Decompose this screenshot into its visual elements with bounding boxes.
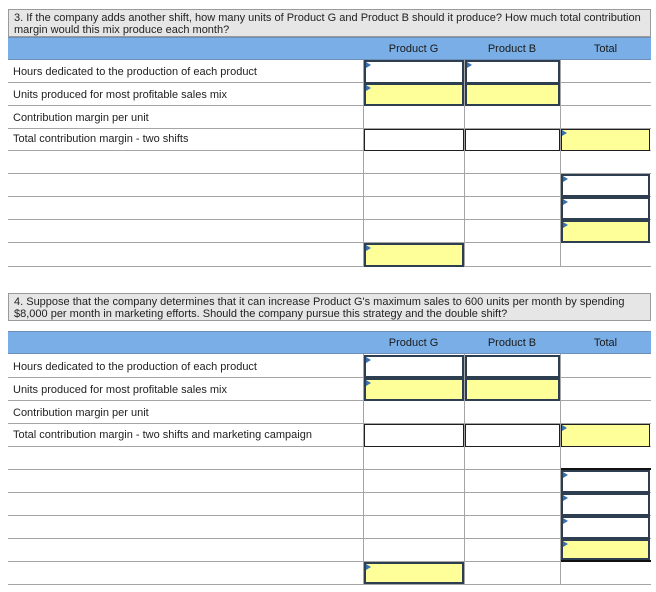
table-row	[8, 151, 651, 174]
input-marker-icon	[562, 130, 567, 136]
answer-input-4[interactable]	[364, 243, 464, 267]
table-row	[8, 401, 651, 424]
answer-input-2[interactable]	[561, 197, 650, 220]
row-label-units: Units produced for most profitable sales mix	[13, 89, 227, 101]
total-cm-product-g-cell	[364, 129, 464, 151]
table-row	[8, 174, 651, 197]
input-marker-icon	[366, 357, 371, 363]
input-marker-icon	[563, 472, 568, 478]
input-marker-icon	[366, 564, 371, 570]
units-product-g-input[interactable]	[364, 83, 464, 106]
question-4-text: 4. Suppose that the company determines that it can increase Product G's maximum sales to 600 units per month by spending $8,000 per month in marketing efforts. Should the company pursue this strategy and the double shift?	[8, 293, 651, 321]
answer-input-2[interactable]	[561, 493, 650, 516]
total-cm-total-input[interactable]	[561, 129, 650, 151]
row-label-hours: Hours dedicated to the production of each product	[13, 361, 257, 373]
table-3	[8, 37, 651, 267]
table-4	[8, 331, 651, 585]
hours-product-b-input[interactable]	[465, 355, 560, 378]
table-row	[8, 516, 651, 539]
units-product-b-input[interactable]	[465, 378, 560, 401]
table-row	[8, 243, 651, 267]
table-3-header	[8, 37, 651, 60]
answer-input-4[interactable]	[561, 539, 650, 560]
answer-input-3[interactable]	[561, 220, 650, 243]
input-marker-icon	[563, 222, 568, 228]
row-label-units: Units produced for most profitable sales mix	[13, 384, 227, 396]
input-marker-icon	[366, 245, 371, 251]
header-product-g: Product G	[388, 337, 439, 349]
table-row	[8, 447, 651, 470]
input-marker-icon	[562, 425, 567, 431]
input-marker-icon	[563, 176, 568, 182]
header-product-g: Product G	[388, 43, 439, 55]
units-product-b-input[interactable]	[465, 83, 560, 106]
table-row	[8, 493, 651, 516]
table-row	[8, 220, 651, 243]
input-marker-icon	[366, 62, 371, 68]
input-marker-icon	[366, 85, 371, 91]
row-label-total-cm: Total contribution margin - two shifts and marketing campaign	[13, 429, 312, 441]
table-row	[8, 470, 651, 493]
row-label-hours: Hours dedicated to the production of each product	[13, 66, 257, 78]
table-row	[8, 539, 651, 562]
table-row	[8, 106, 651, 129]
answer-input-1[interactable]	[561, 174, 650, 197]
header-product-b: Product B	[487, 337, 537, 349]
row-label-cm-per-unit: Contribution margin per unit	[13, 407, 149, 419]
hours-product-b-input[interactable]	[465, 60, 560, 84]
question-3-text: 3. If the company adds another shift, how many units of Product G and Product B should it produce? How much total contribution margin would this mix produce each month?	[8, 9, 651, 37]
input-marker-icon	[366, 380, 371, 386]
input-marker-icon	[467, 62, 472, 68]
input-marker-icon	[563, 541, 568, 547]
units-product-g-input[interactable]	[364, 378, 464, 401]
input-marker-icon	[563, 199, 568, 205]
hours-product-g-input[interactable]	[364, 355, 464, 378]
double-rule	[561, 560, 651, 562]
header-total: Total	[593, 43, 618, 55]
answer-input-3[interactable]	[561, 516, 650, 539]
header-total: Total	[593, 337, 618, 349]
input-marker-icon	[563, 518, 568, 524]
header-product-b: Product B	[487, 43, 537, 55]
total-cm-product-b-cell	[465, 424, 560, 447]
row-label-cm-per-unit: Contribution margin per unit	[13, 112, 149, 124]
total-cm-total-input[interactable]	[561, 424, 650, 447]
table-4-header	[8, 331, 651, 354]
total-cm-product-b-cell	[465, 129, 560, 151]
input-marker-icon	[563, 495, 568, 501]
row-label-total-cm: Total contribution margin - two shifts	[13, 133, 189, 145]
table-row	[8, 197, 651, 220]
answer-input-1[interactable]	[561, 470, 650, 493]
hours-product-g-input[interactable]	[364, 60, 464, 84]
answer-input-5[interactable]	[364, 562, 464, 584]
table-row	[8, 562, 651, 585]
total-cm-product-g-cell	[364, 424, 464, 447]
